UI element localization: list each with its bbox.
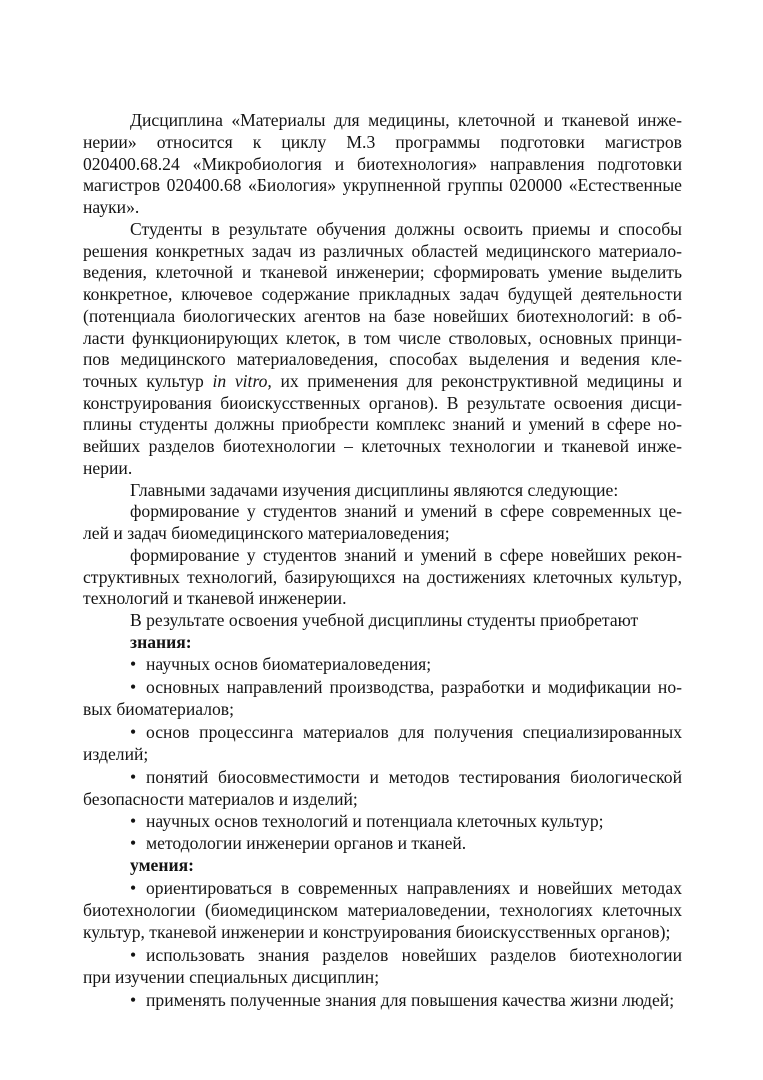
text-line: формирование у студентов знаний и умений в сфере новейших рекон-	[130, 545, 682, 565]
list-item-text: научных основ биоматериаловедения;	[146, 654, 432, 674]
bullet-icon: •	[130, 990, 137, 1010]
text-line: конструирования биоискусственных органов). В результате освоения дисци-	[83, 393, 682, 413]
bullet-icon: •	[130, 811, 137, 831]
text-line: при изучении специальных дисциплин;	[83, 967, 380, 987]
text-line: магистров 020400.68 «Биология» укрупненной группы 020000 «Естественные	[83, 175, 682, 195]
text-line: структивных технологий, базирующихся на достижениях клеточных культур,	[83, 567, 682, 587]
text-line: В результате освоения учебной дисциплины студенты приобретают	[130, 610, 639, 630]
list-item-text: методологии инженерии органов и тканей.	[146, 833, 467, 853]
text-line: нерии» относится к циклу М.3 программы подготовки магистров	[83, 132, 682, 152]
list-item	[130, 721, 682, 743]
list-item	[130, 653, 682, 675]
text-line: пов медицинского материаловедения, способах выделения и ведения кле-	[83, 349, 682, 369]
text-line: науки».	[83, 197, 140, 217]
list-item-text: ориентироваться в современных направлениях и новейших методах	[146, 878, 682, 898]
bullet-icon: •	[130, 722, 137, 742]
list-item-text: использовать знания разделов новейших разделов биотехнологии	[146, 945, 682, 965]
text-line: нерии.	[83, 458, 133, 478]
list-item-text: применять полученные знания для повышения качества жизни людей;	[146, 990, 675, 1010]
text-line: Студенты в результате обучения должны освоить приемы и способы	[130, 219, 682, 239]
text-line: ведения, клеточной и тканевой инженерии; сформировать умение выделить	[83, 262, 682, 282]
bullet-icon: •	[130, 945, 137, 965]
bullet-icon: •	[130, 878, 137, 898]
list-item	[130, 676, 682, 698]
list-item-text: основных направлений производства, разработки и модификации но-	[146, 677, 682, 697]
list-item-text: научных основ технологий и потенциала клеточных культур;	[146, 811, 604, 831]
text-line: изделий;	[83, 744, 149, 764]
bullet-icon: •	[130, 677, 137, 697]
text-line	[83, 370, 682, 392]
list-item	[130, 832, 682, 854]
italic-term: in vitro,	[212, 371, 272, 391]
bullet-icon: •	[130, 833, 137, 853]
list-item	[130, 989, 682, 1011]
text-line: лей и задач биомедицинского материаловедения;	[83, 523, 450, 543]
text-line: Главными задачами изучения дисциплины являются следующие:	[130, 480, 619, 500]
text-line: вейших разделов биотехнологии – клеточных технологии и тканевой инже-	[83, 436, 682, 456]
list-item-text: понятий биосовместимости и методов тестирования биологической	[146, 767, 682, 787]
bullet-icon: •	[130, 767, 137, 787]
list-item	[130, 944, 682, 966]
list-item	[130, 810, 682, 832]
text-line: технологий и тканевой инженерии.	[83, 588, 347, 608]
list-item-text: основ процессинга материалов для получения специализированных	[146, 722, 682, 742]
text-line: вых биоматериалов;	[83, 699, 234, 719]
list-item	[130, 766, 682, 788]
text-fragment: их применения для реконструктивной медицины и	[271, 371, 683, 391]
text-line: биотехнологии (биомедицинском материаловедении, технологиях клеточных	[83, 900, 682, 920]
section-heading-skills: умения:	[130, 855, 195, 875]
text-line: (потенциала биологических агентов на базе новейших биотехнологий: в об-	[83, 306, 682, 326]
text-line: конкретное, ключевое содержание прикладных задач будущей деятельности	[83, 284, 682, 304]
text-line: 020400.68.24 «Микробиология и биотехнология» направления подготовки	[83, 154, 682, 174]
text-fragment: точных культур	[83, 371, 213, 391]
list-item	[130, 877, 682, 899]
bullet-icon: •	[130, 654, 137, 674]
text-line: формирование у студентов знаний и умений в сфере современных це-	[130, 501, 682, 521]
text-line: безопасности материалов и изделий;	[83, 789, 358, 809]
text-line: решения конкретных задач из различных областей медицинского материало-	[83, 241, 682, 261]
text-line: плины студенты должны приобрести комплекс знаний и умений в сфере но-	[83, 414, 682, 434]
text-line: Дисциплина «Материалы для медицины, клеточной и тканевой инже-	[130, 110, 682, 130]
text-line: ласти функционирующих клеток, в том числе стволовых, основных принци-	[83, 328, 682, 348]
section-heading-knowledge: знания:	[130, 632, 192, 652]
text-line: культур, тканевой инженерии и конструирования биоискусственных органов);	[83, 922, 671, 942]
